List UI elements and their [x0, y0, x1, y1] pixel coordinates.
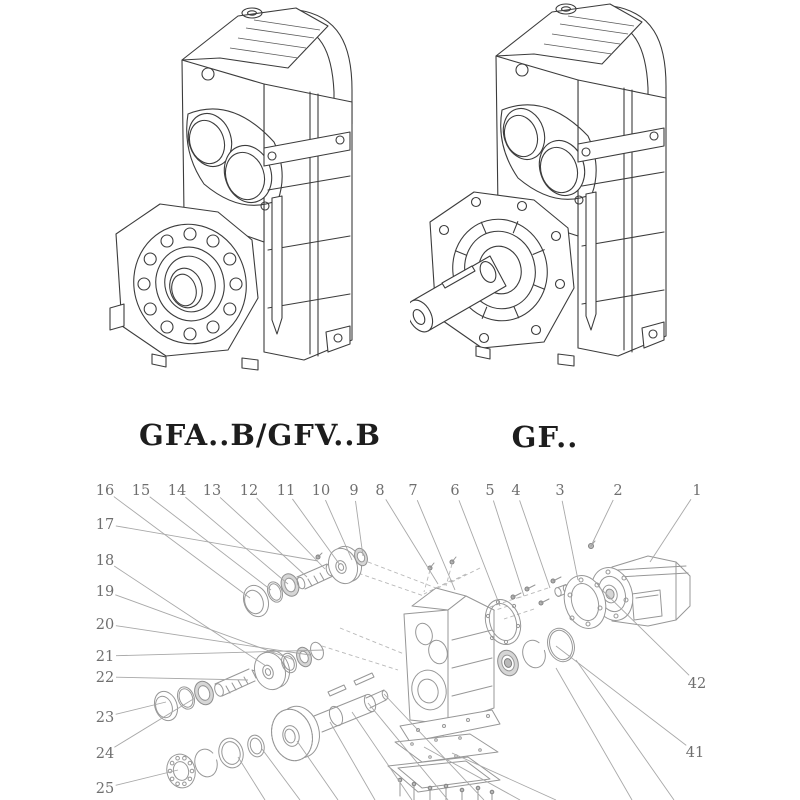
leader-line-1	[650, 499, 691, 562]
gfab-housing	[110, 8, 352, 370]
callout-18: 18	[95, 553, 115, 569]
leader-line-41	[556, 646, 686, 745]
leader-line-18	[114, 566, 266, 666]
pointed-rib	[272, 196, 282, 334]
leader-line-12	[257, 498, 325, 569]
callout-15: 15	[131, 483, 151, 499]
motor-side-parts	[480, 541, 690, 678]
leader-line-15	[150, 497, 271, 590]
key	[354, 673, 374, 685]
leader-line-16	[114, 497, 250, 598]
callout-6: 6	[450, 483, 460, 499]
oil-seal	[216, 735, 247, 770]
caption-gf: GF..	[511, 420, 579, 454]
cutoff-leader-3	[330, 722, 375, 800]
callout-24: 24	[95, 746, 115, 762]
callout-1: 1	[692, 483, 702, 499]
leader-line-2	[591, 500, 613, 546]
snap-ring	[519, 637, 549, 670]
callout-4: 4	[511, 483, 521, 499]
gf-housing	[410, 4, 666, 366]
snap-ring	[192, 747, 220, 780]
callout-11: 11	[276, 483, 296, 499]
cutoff-leader-9	[556, 668, 632, 800]
callout-12: 12	[239, 483, 259, 499]
callout-8: 8	[375, 483, 385, 499]
cutoff-leader-10	[576, 660, 674, 800]
leader-line-7	[417, 500, 455, 590]
callout-19: 19	[95, 584, 115, 600]
washer	[245, 733, 266, 758]
exploded-diagram	[90, 478, 800, 800]
leader-line-4	[520, 500, 550, 588]
callout-7: 7	[408, 483, 418, 499]
output-shaft	[314, 690, 389, 732]
callout-13: 13	[202, 483, 222, 499]
callout-22: 22	[95, 670, 115, 686]
leader-line-3	[562, 501, 578, 580]
leader-line-11	[292, 499, 340, 565]
callout-3: 3	[555, 483, 565, 499]
leader-line-8	[386, 499, 438, 584]
input-shaft-parts	[239, 542, 369, 620]
callout-42: 42	[687, 676, 707, 692]
callout-2: 2	[613, 483, 623, 499]
leader-line-9	[355, 501, 363, 556]
caption-gfab: GFA..B/GFV..B	[139, 418, 381, 452]
leader-line-17	[116, 526, 318, 561]
leader-line-5	[493, 500, 524, 596]
callout-16: 16	[95, 483, 115, 499]
callout-21: 21	[95, 649, 115, 665]
housing-part	[400, 557, 500, 742]
callout-layer	[96, 483, 706, 800]
cutoff-leader-2	[297, 741, 338, 800]
callout-20: 20	[95, 617, 115, 633]
gf-drawing	[410, 0, 715, 392]
terminal-box	[632, 590, 662, 620]
callout-25: 25	[95, 781, 115, 797]
callout-10: 10	[311, 483, 331, 499]
callout-23: 23	[95, 710, 115, 726]
callout-9: 9	[349, 483, 359, 499]
key	[328, 685, 346, 696]
callout-5: 5	[485, 483, 495, 499]
cutoff-leader-0	[238, 757, 265, 800]
callout-41: 41	[685, 745, 705, 761]
callout-14: 14	[167, 483, 187, 499]
callout-17: 17	[95, 517, 115, 533]
pointed-rib	[586, 192, 596, 330]
gfab-drawing	[92, 2, 387, 392]
leader-line-6	[459, 500, 500, 606]
